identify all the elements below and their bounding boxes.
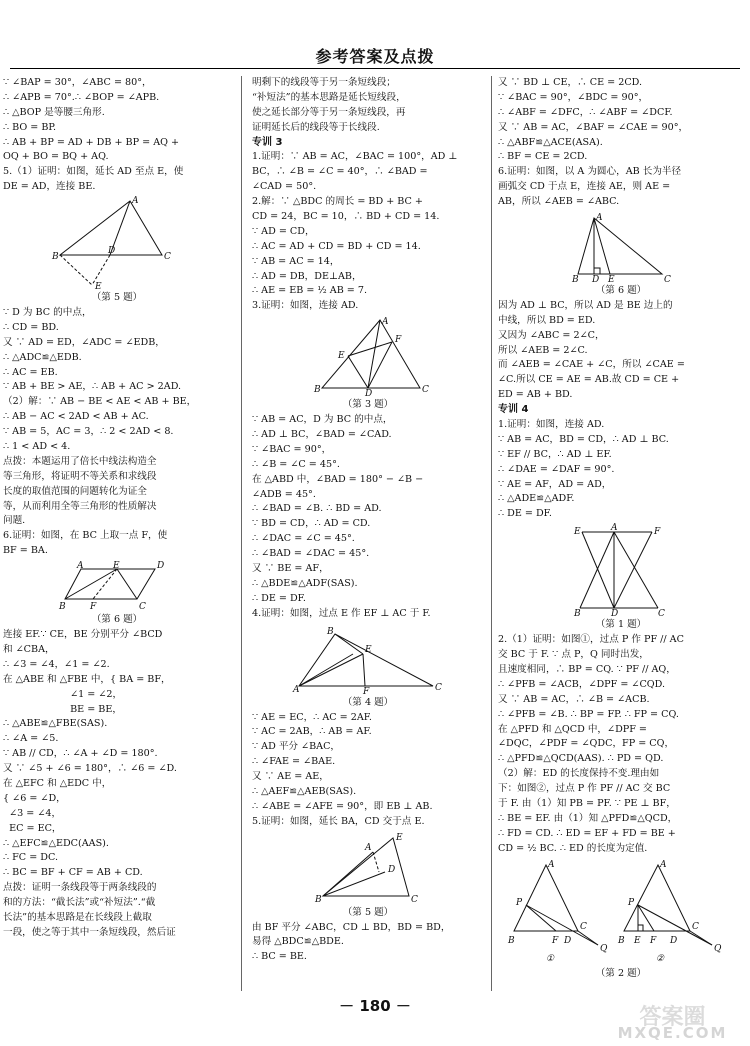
c1b-line: 长度的取值范围的问题转化为证全 xyxy=(3,485,147,497)
fig2b-label-d: D xyxy=(670,935,678,946)
column-middle-text-a xyxy=(252,76,484,314)
c2a-line: CD = 24，BC = 10，∴ BD + CD = 14. xyxy=(252,211,440,223)
c3b-line: ∵ EF // BC，∴ AD ⊥ EF. xyxy=(498,448,612,460)
fig6-label-f: F xyxy=(90,602,97,613)
c3b-line: 又因为 ∠ABC = 2∠C， xyxy=(498,329,605,341)
c1c-line: ∴ FC = DC. xyxy=(3,852,59,864)
column-middle-text-c xyxy=(252,711,484,830)
c1c-line: ∵ AB // CD，∴ ∠A + ∠D = 180°. xyxy=(3,748,158,760)
c3a-line: 又 ∵ AB = AC，∠BAF = ∠CAE = 90°， xyxy=(498,121,689,133)
fig2a-label-q: Q xyxy=(600,943,608,954)
c3c-line: 在 △PFD 和 △QCD 中，∠DPF = xyxy=(498,723,647,735)
c1c-line: 在 △ABE 和 △FBE 中，{ BA = BF， xyxy=(3,673,171,685)
watermark-site: MXQE.COM xyxy=(617,1024,728,1042)
c2b-line: ∴ DE = DF. xyxy=(252,592,306,604)
fig2b-label-e: E xyxy=(634,935,641,946)
column-middle-text-d xyxy=(252,921,484,966)
c1a-line: ∴ ∠APB = 70°.∴ ∠BOP = ∠APB. xyxy=(3,91,160,103)
figure-problem-6 xyxy=(57,561,177,611)
page-title: 参考答案及点拨 xyxy=(315,47,435,66)
c2c-line: 5.证明：如图，延长 BA，CD 交于点 E. xyxy=(252,815,425,827)
caption-problem-5: （第 5 题） xyxy=(91,292,143,304)
c1c-line: 又 ∵ ∠5 + ∠6 = 180°，∴ ∠6 = ∠D. xyxy=(3,763,177,775)
c2b-line: 在 △ABD 中，∠BAD = 180° − ∠B − xyxy=(252,473,424,485)
caption-problem-5b: （第 5 题） xyxy=(342,906,394,918)
fig2a-label-c: C xyxy=(580,921,587,932)
c1b-line: ∴ CD = BD. xyxy=(3,321,59,333)
c2b-line: ∴ AD ⊥ BC，∠BAD = ∠CAD. xyxy=(252,429,392,441)
c2c-line: 又 ∵ AE = AE， xyxy=(252,771,329,783)
column-left xyxy=(3,76,231,941)
c3b-line: ∴ DE = DF. xyxy=(498,508,552,520)
column-middle xyxy=(252,76,484,965)
figure-problem-2 xyxy=(506,859,736,965)
c3b-line: ∵ AE = AF，AD = AD， xyxy=(498,478,612,490)
fig2-label-2: ② xyxy=(656,953,665,964)
c3a-line: 画弧交 CD 于点 E，连接 AE，则 AE = xyxy=(498,181,671,193)
c2b-line: ∴ ∠B = ∠C = 45°. xyxy=(252,458,340,470)
fig3-label-a: A xyxy=(382,317,389,328)
c1b-line: ∴ 1 < AD < 4. xyxy=(3,441,71,453)
fig6-label-a: A xyxy=(77,561,84,572)
c1c-line: ∴ BC = BF + CF = AB + CD. xyxy=(3,867,143,879)
c1b-line: 问题. xyxy=(3,515,26,527)
c1c-line: ∴ ∠3 = ∠4，∠1 = ∠2. xyxy=(3,658,110,670)
c3c-line: ∴ ∠PFB = ∠ACB，∠DPF = ∠CQD. xyxy=(498,678,666,690)
c2c-line: ∵ AE = EC，∴ AC = 2AF. xyxy=(252,711,372,723)
fig2a-label-f: F xyxy=(552,935,559,946)
c3c-line: 且速度相同，∴ BP = CQ. ∵ PF // AQ， xyxy=(498,663,676,675)
c2a-line: ∵ AB = AC = 14， xyxy=(252,255,340,267)
c2a-line: ∵ AD = CD， xyxy=(252,225,315,237)
c2a-line: 1.证明：∵ AB = AC，∠BAC = 100°，AD ⊥ xyxy=(252,151,458,163)
fig2a-label-d: D xyxy=(564,935,572,946)
c1c-line: ∴ △ABE≌△FBE(SAS). xyxy=(3,718,108,730)
c1a-line: DE = AD，连接 BE. xyxy=(3,181,96,193)
fig6-label-c: C xyxy=(139,602,146,613)
c3b-line: ∴ ∠DAE = ∠DAF = 90°. xyxy=(498,463,615,475)
c3c-line: CD = ½ BC. ∴ ED 的长度为定值. xyxy=(498,842,648,854)
watermark-logo xyxy=(600,1000,745,1042)
c2b-line: ∵ AB = AC，D 为 BC 的中点， xyxy=(252,414,393,426)
c2a-line: “补短法”的基本思路是延长短线段， xyxy=(252,91,406,103)
c1b-line: BF = BA. xyxy=(3,545,48,557)
c3c-line: 2.（1）证明：如图①，过点 P 作 PF // AC xyxy=(498,634,684,646)
c2a-line: BC，∴ ∠B = ∠C = 40°，∴ ∠BAD = xyxy=(252,166,428,178)
fig6-label-e: E xyxy=(113,561,120,572)
fig1-label-f: F xyxy=(654,527,661,538)
c1b-line: ∵ AB + BE > AE，∴ AB + AC > 2AD. xyxy=(3,381,182,393)
fig5-label-b: B xyxy=(52,252,59,263)
c3c-line: ∴ ∠PFB = ∠B. ∴ BP = FP. ∴ FP = CQ. xyxy=(498,708,679,720)
fig1-label-e: E xyxy=(574,527,581,538)
fig2b-label-q: Q xyxy=(714,943,722,954)
fig6b-label-b: B xyxy=(572,275,579,286)
header-divider xyxy=(10,68,740,69)
figure-problem-5 xyxy=(52,196,182,293)
c2b-line: ∴ ∠BAD = ∠DAC = 45°. xyxy=(252,548,370,560)
fig3-label-d: D xyxy=(365,389,373,400)
c1b-line: （2）解：∵ AB − BE < AE < AB + BE， xyxy=(3,396,197,408)
c3a-line: ∴ ∠ABF = ∠DFC，∴ ∠ABF = ∠DCF. xyxy=(498,106,673,118)
fig2b-label-c: C xyxy=(692,921,699,932)
caption-problem-4: （第 4 题） xyxy=(342,696,394,708)
column-right xyxy=(498,76,744,981)
c1b-line: ∴ △ADC≌△EDB. xyxy=(3,351,82,363)
c2b-line: ∠ADB = 45°. xyxy=(252,488,316,500)
fig1-label-a: A xyxy=(611,523,618,534)
c3b-line: 1.证明：如图，连接 AD. xyxy=(498,419,605,431)
c3a-line: ∵ ∠BAC = 90°，∠BDC = 90°， xyxy=(498,91,649,103)
c1b-line: ∵ AB = 5，AC = 3，∴ 2 < 2AD < 8. xyxy=(3,426,174,438)
fig1-label-c: C xyxy=(658,609,665,620)
fig3-label-b: B xyxy=(314,385,321,396)
c1c-line: EC = EC， xyxy=(3,822,62,834)
fig3-label-c: C xyxy=(422,385,429,396)
c3b-line: ∠C.所以 CE = AE = AB.故 CD = CE + xyxy=(498,374,680,386)
c1a-line: OQ + BO = BQ + AQ. xyxy=(3,151,109,163)
fig3-label-f: F xyxy=(395,335,402,346)
column-left-text-a xyxy=(3,76,231,195)
c3a-line: AB，所以 ∠AEB = ∠ABC. xyxy=(498,196,620,208)
c2a-line: 2.解：∵ △BDC 的周长 = BD + BC + xyxy=(252,196,423,208)
c1a-line: ∵ ∠BAP = 30°，∠ABC = 80°， xyxy=(3,77,152,88)
c2c-line: ∴ ∠ABE = ∠AFE = 90°，即 EB ⊥ AB. xyxy=(252,800,433,812)
c1b-line: 等，从而利用全等三角形的性质解决 xyxy=(3,500,157,512)
c1c-line: ∴ △EFC≌△EDC(AAS). xyxy=(3,837,109,849)
c3a-line: ∴ BF = CE = 2CD. xyxy=(498,151,588,163)
c3b-line: ∵ AB = AC，BD = CD，∴ AD ⊥ BC. xyxy=(498,433,669,445)
c1c-line: 点拨：证明一条线段等于两条线段的 xyxy=(3,882,157,894)
fig4-label-b: B xyxy=(327,626,334,637)
fig2-label-1: ① xyxy=(546,953,555,964)
c2d-line: ∴ BC = BE. xyxy=(252,951,307,963)
c1c-line: ∴ ∠A = ∠5. xyxy=(3,733,59,745)
fig5-label-c: C xyxy=(164,252,171,263)
c2a-line: ∴ AE = EB = ½ AB = 7. xyxy=(252,285,368,297)
fig2a-label-a: A xyxy=(548,859,555,870)
c2b-line: ∴ △BDE≌△ADF(SAS). xyxy=(252,577,358,589)
c3b-line: ∴ △ADE≌△ADF. xyxy=(498,493,575,505)
column-middle-text-b xyxy=(252,413,484,621)
c1c-line: 和 ∠CBA， xyxy=(3,643,55,655)
fig5b-label-a: A xyxy=(365,842,372,853)
c2c-line: ∴ ∠FAE = ∠BAE. xyxy=(252,756,336,768)
c1b-line: 点拨：本题运用了倍长中线法构造全 xyxy=(3,455,157,467)
fig4-label-f: F xyxy=(363,686,370,697)
c3b-line: 所以 ∠AEB = 2∠C. xyxy=(498,344,588,356)
c1b-line: ∴ AB − AC < 2AD < AB + AC. xyxy=(3,411,149,423)
fig3-label-e: E xyxy=(338,351,345,362)
c2a-line: ∴ AD = DB，DE⊥AB， xyxy=(252,270,362,282)
c2a-line: 使之延长部分等于另一条短线段，再 xyxy=(252,106,406,118)
c1b-line: ∵ D 为 BC 的中点， xyxy=(3,307,92,319)
c3c-line: 于 F. 由（1）知 PB = PF. ∵ PE ⊥ BF， xyxy=(498,797,676,809)
figure-problem-1 xyxy=(566,523,676,620)
c1c-line: 在 △EFC 和 △EDC 中， xyxy=(3,777,112,789)
fig4-label-c: C xyxy=(435,682,442,693)
fig5-label-e: E xyxy=(95,282,102,293)
c1c-line: { ∠6 = ∠D， xyxy=(3,792,66,804)
c3b-line: 而 ∠AEB = ∠CAE + ∠C，所以 ∠CAE = xyxy=(498,359,685,371)
c1c-line: ∠1 = ∠2， xyxy=(3,688,123,700)
figure-problem-3 xyxy=(308,316,429,400)
fig2b-label-f: F xyxy=(650,935,657,946)
fig5b-label-c: C xyxy=(411,894,418,905)
c2b-line: ∴ ∠DAC = ∠C = 45°. xyxy=(252,533,355,545)
fig2b-label-a: A xyxy=(660,859,667,870)
page-header xyxy=(0,0,750,72)
caption-problem-1: （第 1 题） xyxy=(595,619,647,631)
c3c-line: 交 BC 于 F. ∵ 点 P，Q 同时出发， xyxy=(498,649,649,661)
fig5b-label-d: D xyxy=(388,864,396,875)
c1b-line: ∴ AC = EB. xyxy=(3,366,58,378)
fig4-label-e: E xyxy=(365,644,372,655)
fig2b-label-p: P xyxy=(628,897,635,908)
c2c-line: ∴ △AEF≌△AEB(SAS). xyxy=(252,785,357,797)
c2c-line: ∵ AC = 2AB，∴ AB = AF. xyxy=(252,726,372,738)
c2b-line: ∵ ∠BAC = 90°， xyxy=(252,443,332,455)
fig1-label-d: D xyxy=(611,609,619,620)
fig2b-label-b: B xyxy=(618,935,625,946)
caption-problem-2: （第 2 题） xyxy=(595,967,647,979)
c1b-line: 又 ∵ AD = ED，∠ADC = ∠EDB， xyxy=(3,336,165,348)
c1a-line: ∴ AB + BP = AD + DB + BP = AQ + xyxy=(3,136,180,148)
column-left-text-c xyxy=(3,628,231,941)
fig6b-label-e: E xyxy=(608,275,615,286)
column-divider-right xyxy=(491,76,492,991)
c3c-line: 下：如图②，过点 P 作 PF // AC 交 BC xyxy=(498,783,671,795)
c3c-line: （2）解：ED 的长度保持不变.理由如 xyxy=(498,768,660,780)
c2b-line: ∵ BD = CD，∴ AD = CD. xyxy=(252,518,371,530)
c2a-line: 明剩下的线段等于另一条短线段； xyxy=(252,77,396,88)
column-right-text-c xyxy=(498,633,744,856)
column-right-text-a xyxy=(498,76,744,210)
c3c-line: 又 ∵ AB = AC，∴ ∠B = ∠ACB. xyxy=(498,693,650,705)
c1a-line: 5.（1）证明：如图，延长 AD 至点 E，使 xyxy=(3,166,184,178)
c3b-line: 专训 4 xyxy=(498,404,529,416)
c3a-line: ∴ △ABF≌△ACE(ASA). xyxy=(498,136,603,148)
c2d-line: 由 BF 平分 ∠ABC，CD ⊥ BD，BD = BD， xyxy=(252,921,451,933)
fig5b-label-e: E xyxy=(396,832,403,843)
column-right-text-b xyxy=(498,299,744,522)
figure-problem-5b xyxy=(313,832,423,904)
fig1-label-b: B xyxy=(574,609,581,620)
c2c-line: ∵ AD 平分 ∠BAC， xyxy=(252,741,341,753)
fig5-label-d: D xyxy=(108,246,116,257)
c2a-line: ∠CAD = 50°. xyxy=(252,181,317,193)
c3c-line: ∴ BE = EF. 由（1）知 △PFD≌△QCD， xyxy=(498,812,678,824)
c3a-line: 又 ∵ BD ⊥ CE，∴ CE = 2CD. xyxy=(498,77,643,88)
c1c-line: 连接 EF.∵ CE，BE 分别平分 ∠BCD xyxy=(3,629,163,641)
c2b-line: 又 ∵ BE = AF， xyxy=(252,563,329,575)
figure-problem-6b xyxy=(566,212,676,286)
fig5b-label-b: B xyxy=(315,894,322,905)
c2a-line: ∴ AC = AD + CD = BD + CD = 14. xyxy=(252,240,421,252)
c1b-line: 6.证明：如图，在 BC 上取一点 F，使 xyxy=(3,530,168,542)
c2a-line: 证明延长后的线段等于长线段. xyxy=(252,121,380,133)
c2b-line: ∴ ∠BAD = ∠B. ∴ BD = AD. xyxy=(252,503,382,515)
fig6b-label-a: A xyxy=(596,213,603,224)
c3c-line: ∴ △PFD≌△QCD(AAS). ∴ PD = QD. xyxy=(498,753,664,765)
c2d-line: 易得 △BDC≌△BDE. xyxy=(252,936,344,948)
c1c-line: ∠3 = ∠4， xyxy=(3,807,62,819)
fig6b-label-c: C xyxy=(664,275,671,286)
c1a-line: ∴ BO = BP. xyxy=(3,121,56,133)
c1a-line: ∴ △BOP 是等腰三角形. xyxy=(3,106,105,118)
fig2a-label-b: B xyxy=(508,935,515,946)
watermark-brand: 答案圈 xyxy=(639,1005,706,1030)
c2b-line: 4.证明：如图，过点 E 作 EF ⊥ AC 于 F. xyxy=(252,607,431,619)
c1c-line: BE = BE， xyxy=(3,703,122,715)
c1c-line: 长法”的基本思路是在长线段上截取 xyxy=(3,911,152,923)
caption-problem-6: （第 6 题） xyxy=(91,614,143,626)
c3c-line: ∴ FD = CD. ∴ ED = EF + FD = BE + xyxy=(498,827,676,839)
c3b-line: 因为 AD ⊥ BC，所以 AD 是 BE 边上的 xyxy=(498,299,673,311)
fig2a-label-p: P xyxy=(516,897,523,908)
c3b-line: 中线，所以 BD = ED. xyxy=(498,314,596,326)
column-left-text-b xyxy=(3,306,231,559)
caption-problem-3: （第 3 题） xyxy=(342,399,394,411)
column-divider-left xyxy=(241,76,242,991)
c1c-line: 和的方法：“截长法”或“补短法”.“截 xyxy=(3,897,156,909)
c2a-line: 3.证明：如图，连接 AD. xyxy=(252,300,359,312)
c1b-line: 等三角形，将证明不等关系和求线段 xyxy=(3,470,157,482)
c3a-line: 6.证明：如图，以 A 为圆心，AB 长为半径 xyxy=(498,166,682,178)
c2a-line: 专训 3 xyxy=(252,136,283,148)
page-number: － 180 － xyxy=(339,997,411,1015)
c3c-line: ∠DQC，∠PDF = ∠QDC，FP = CQ， xyxy=(498,738,675,750)
c3b-line: ED = AB + BD. xyxy=(498,389,573,401)
fig6b-label-d: D xyxy=(592,275,600,286)
fig4-label-a: A xyxy=(293,684,300,695)
fig5-label-a: A xyxy=(132,196,139,207)
c1c-line: 一段，使之等于其中一条短线段，然后证 xyxy=(3,926,176,938)
caption-problem-6b: （第 6 题） xyxy=(595,285,647,297)
fig6-label-b: B xyxy=(59,602,66,613)
fig6-label-d: D xyxy=(157,561,165,572)
figure-problem-4 xyxy=(293,624,443,697)
